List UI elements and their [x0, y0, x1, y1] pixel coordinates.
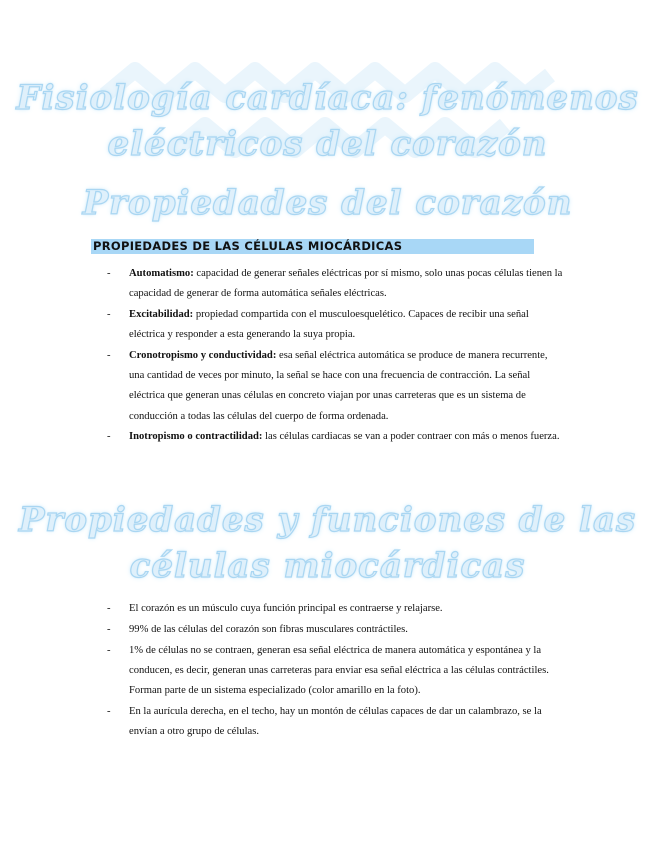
- item-term: Excitabilidad:: [129, 309, 194, 320]
- list-item: [107, 346, 565, 427]
- functions-list: [107, 599, 565, 743]
- list-item: [107, 427, 565, 447]
- list-item: [107, 305, 565, 345]
- item-text: esa señal eléctrica automática se produce de manera recurrente, una cantidad de veces por minuto, la señal se hace con una frecuencia de contracción. La señal eléctrica que generan unas células en concreto viajan por unas carreteras que es un sistema de conducción a todas las células del cuerpo de forma ordenada.: [129, 350, 548, 422]
- item-text: El corazón es un músculo cuya función principal es contraerse y relajarse.: [129, 603, 443, 614]
- properties-list: [107, 264, 565, 448]
- bullet-dash: -: [107, 309, 111, 320]
- item-term: Automatismo:: [129, 268, 194, 279]
- list-item: [107, 264, 565, 304]
- section2-title: [0, 497, 655, 589]
- list-item: [107, 641, 565, 702]
- item-text: las células cardiacas se van a poder contraer con más o menos fuerza.: [262, 431, 560, 443]
- section-heading: PROPIEDADES DE LAS CÉLULAS MIOCÁRDICAS: [91, 239, 534, 254]
- item-term: Cronotropismo y conductividad:: [129, 350, 277, 361]
- item-text: En la aurícula derecha, en el techo, hay un montón de células capaces de dar un calambrazo, se la envían a otro grupo de células.: [129, 705, 542, 737]
- list-item: [107, 599, 565, 619]
- bullet-dash: -: [107, 350, 111, 361]
- item-text: 1% de células no se contraen, generan esa señal eléctrica de manera automática y espontánea y la conducen, es decir, generan unas carreteras para enviar esa señal eléctrica a las células contráctiles. Forman parte de un sistema especializado (color amarillo en la foto).: [129, 644, 549, 696]
- list-item: [107, 702, 565, 742]
- bullet-dash: -: [107, 623, 111, 635]
- bullet-dash: -: [107, 644, 111, 656]
- bullet-dash: -: [107, 603, 111, 614]
- main-title: [0, 75, 655, 167]
- main-title-line1: Fisiología cardíaca: fenómenos: [16, 78, 639, 118]
- list-item: [107, 620, 565, 640]
- item-term: Inotropismo o contractilidad:: [129, 431, 263, 443]
- item-text: capacidad de generar señales eléctricas por sí mismo, solo unas pocas células tienen la capacidad de generar de forma automática señales eléctricas.: [129, 268, 563, 300]
- item-text: 99% de las células del corazón son fibras musculares contráctiles.: [129, 623, 408, 635]
- bullet-dash: -: [107, 431, 111, 443]
- subtitle: Propiedades del corazón: [82, 183, 573, 223]
- section2-title-line2: células miocárdicas: [129, 546, 526, 586]
- item-text: propiedad compartida con el musculoesquelético. Capaces de recibir una señal eléctrica y responder a esta generando la suya propia.: [129, 309, 529, 341]
- bullet-dash: -: [107, 705, 111, 717]
- section2-title-line1: Propiedades y funciones de las: [18, 500, 637, 540]
- main-title-line2: eléctricos del corazón: [107, 124, 548, 164]
- bullet-dash: -: [107, 268, 111, 279]
